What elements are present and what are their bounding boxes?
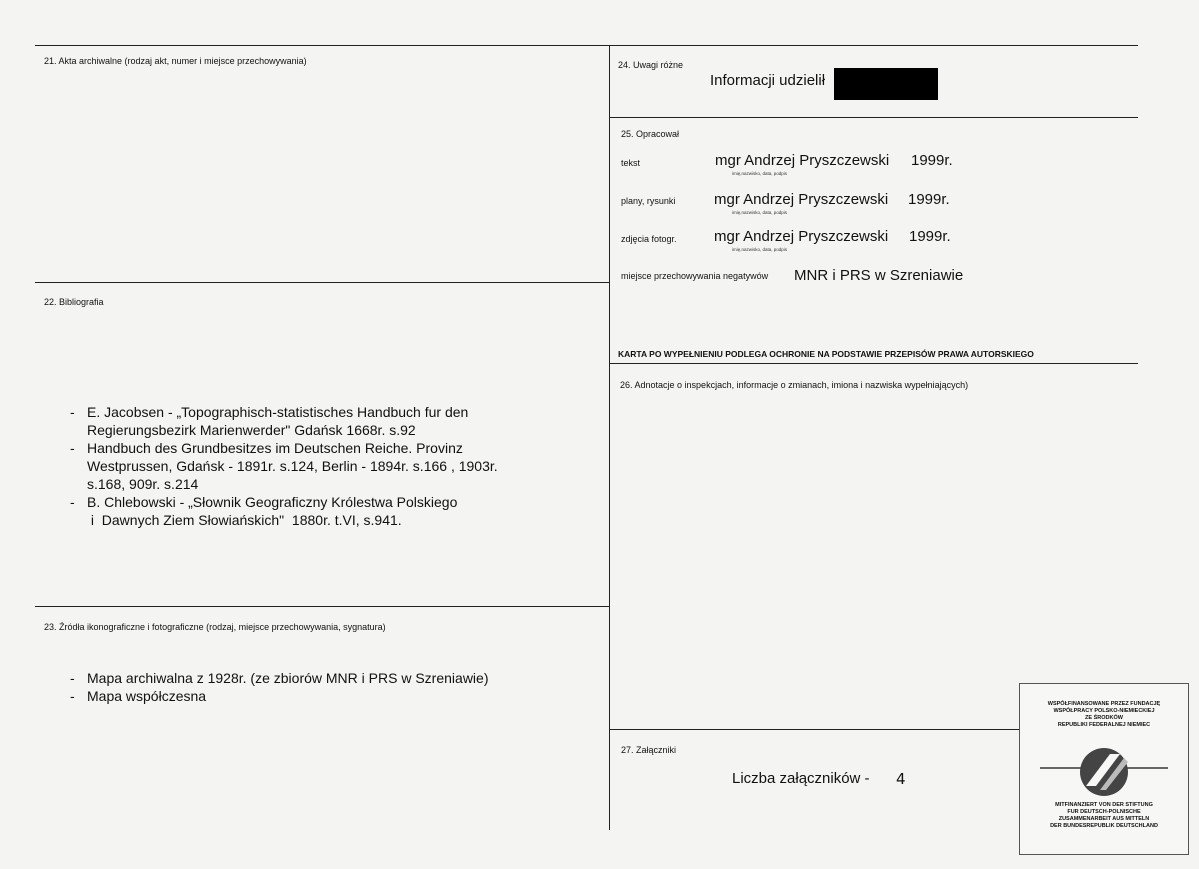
list-item: - Handbuch des Grundbesitzes im Deutschen Reiche. Provinz: [70, 440, 463, 456]
divider-24-25: [609, 117, 1138, 118]
copyright-notice: KARTA PO WYPEŁNIENIU PODLEGA OCHRONIE NA PODSTAWIE PRZEPISÓW PRAWA AUTORSKIEGO: [618, 349, 1034, 359]
divider-26-27: [609, 729, 1019, 730]
iconography-list: [70, 669, 488, 705]
author-name: mgr Andrzej Pryszczewski: [714, 228, 889, 245]
attachments-count: 4: [896, 770, 906, 788]
attachments-text: Liczba załączników -: [732, 770, 870, 787]
author-year: 1999r.: [908, 191, 950, 208]
negatives-label: miejsce przechowywania negatywów: [621, 271, 769, 281]
list-item-continuation: Westprussen, Gdańsk - 1891r. s.124, Berlin - 1894r. s.166 , 1903r.: [87, 458, 498, 474]
section-23-label: 23. Źródła ikonograficzne i fotograficzne (rodzaj, miejsce przechowywania, sygnatura): [44, 622, 386, 632]
foundation-stamp: [1019, 683, 1189, 855]
section-21-label: 21. Akta archiwalne (rodzaj akt, numer i miejsce przechowywania): [44, 56, 307, 66]
author-name: mgr Andrzej Pryszczewski: [714, 191, 889, 208]
section-25-label: 25. Opracował: [621, 129, 680, 139]
signature-hint: imię,nazwisko, data, podpis: [732, 247, 788, 252]
list-item-continuation: i Dawnych Ziem Słowiańskich" 1880r. t.VI, s.941.: [87, 512, 402, 528]
author-year: 1999r.: [909, 228, 951, 245]
section-24-label: 24. Uwagi różne: [618, 60, 684, 70]
divider-22-23: [35, 606, 610, 607]
list-item-continuation: Regierungsbezirk Marienwerder" Gdańsk 1668r. s.92: [87, 422, 416, 438]
section-26-label: 26. Adnotacje o inspekcjach, informacje o zmianach, imiona i nazwiska wypełniających): [620, 380, 969, 390]
signature-hint: imię,nazwisko, data, podpis: [732, 171, 788, 176]
stamp-polish-text: WSPÓŁFINANSOWANE PRZEZ FUNDACJĘ WSPÓŁPRACY POLSKO-NIEMIECKIEJ ZE ŚRODKÓW REPUBLIKI FEDERALNEJ NIEMIEC: [1047, 701, 1161, 728]
redaction-box: [834, 68, 938, 100]
bibliography-list: [70, 403, 498, 529]
top-border: [35, 45, 1138, 46]
field-label-plans: plany, rysunki: [621, 196, 676, 206]
center-divider: [609, 45, 610, 830]
remarks-text: Informacji udzielił: [710, 72, 826, 89]
signature-hint: imię,nazwisko, data, podpis: [732, 210, 788, 215]
foundation-logo-icon: [1040, 746, 1168, 798]
field-label-text: tekst: [621, 158, 641, 168]
author-year: 1999r.: [911, 152, 953, 169]
field-label-photos: zdjęcia fotogr.: [621, 234, 677, 244]
negatives-value: MNR i PRS w Szreniawie: [794, 267, 964, 284]
list-item: - Mapa współczesna: [70, 688, 207, 704]
list-item-continuation: s.168, 909r. s.214: [87, 476, 199, 492]
stamp-german-text: MITFINANZIERT VON DER STIFTUNG FUR DEUTSCH-POLNISCHE ZUSAMMENARBEIT AUS MITTELN DER BUNDESREPUBLIK DEUTSCHLAND: [1050, 802, 1158, 829]
list-item: - B. Chlebowski - „Słownik Geograficzny Królestwa Polskiego: [70, 494, 458, 510]
divider-21-22: [35, 282, 610, 283]
divider-25-26: [609, 363, 1138, 364]
section-22-label: 22. Bibliografia: [44, 297, 104, 307]
list-item: - E. Jacobsen - „Topographisch-statistisches Handbuch fur den: [70, 404, 469, 420]
section-27-label: 27. Załączniki: [621, 745, 677, 755]
list-item: - Mapa archiwalna z 1928r. (ze zbiorów MNR i PRS w Szreniawie): [70, 670, 489, 686]
author-name: mgr Andrzej Pryszczewski: [715, 152, 890, 169]
